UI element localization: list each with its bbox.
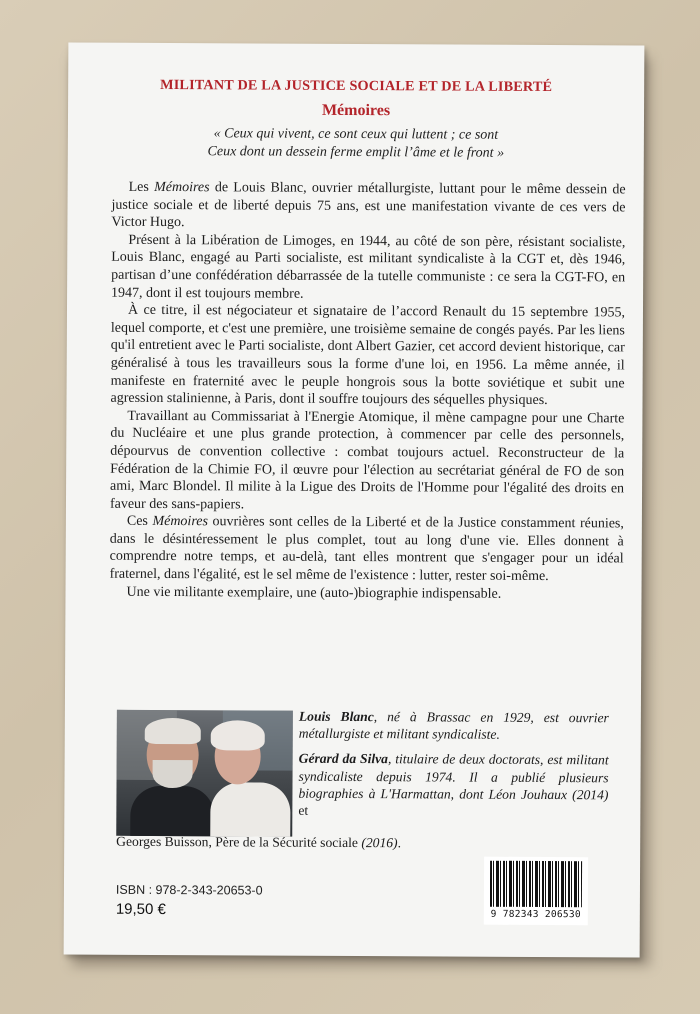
bio2-tail-c: . <box>397 835 402 851</box>
blurb-paragraph-3: À ce titre, il est négociateur et signataire de l’accord Renault du 15 septembre 1955, lequel comporte, et c'est une première, une troisième semaine de congés payés. Par les liens qu'il entretient avec le Parti socialiste, dont Albert Gazier, cet accord devient historique, car généralisé à tous les travailleurs sous la forme d'une loi, en 1956. La même année, il manifeste en fraternité avec le peuple hongrois sous la botte soviétique et subit une agression stalinienne, à Paris, dont il souffre toujours des séquelles physiques. <box>110 302 626 409</box>
blurb-paragraph-6: Une vie militante exemplaire, une (auto-)biographie indispensable. <box>126 584 502 602</box>
bio1-name: Louis Blanc <box>298 708 374 725</box>
author-bios <box>298 708 609 829</box>
bio2-year-2: (2016) <box>361 835 398 851</box>
book-back-cover <box>64 42 645 957</box>
bio-gerard-da-silva <box>298 750 608 820</box>
p5-text-b: ouvrières sont celles de la Liberté et de la Justice constamment réunies, dans le désintéressement le plus complet, tout au long d'une vie. Elles donnent à comprendre notre temps, et au-delà, tant elles montrent que s'engager pour un idéal fraternel, dans l'égalité, est le sel même de l'existence : lutter, rester soi-même. <box>109 514 624 585</box>
woman-figure-body <box>210 782 290 836</box>
authors-photo <box>116 710 293 837</box>
book-title: MILITANT DE LA JUSTICE SOCIALE ET DE LA LIBERTÉ <box>160 76 553 96</box>
bio2-tail-b: Georges Buisson, Père de la Sécurité sociale <box>116 833 362 851</box>
blurb-paragraph-4: Travaillant au Commissariat à l'Energie Atomique, il mène campagne pour une Charte du Nucléaire et une plus grande protection, à commencer par celle des personnels, dépourvus de convention collective : combat toujours actuel. Reconstructeur de la Fédération de la Chimie FO, il œuvre pour l'élection au secrétariat général de FO de son ami, Marc Blondel. Il milite à la Ligue des Droits de l'Homme pour l'égalité des droits en faveur des sans-papiers. <box>109 408 625 513</box>
bio-louis-blanc <box>299 708 609 744</box>
bio2-name: Gérard da Silva <box>298 751 389 767</box>
man-figure-body <box>130 786 214 837</box>
bio2-year-1: (2014) <box>572 786 609 803</box>
quote-line-2: Ceux dont un dessein ferme emplit l’âme et le front » <box>207 144 505 161</box>
bio2-tail-a: et <box>298 802 309 818</box>
p5-emphasis: Mémoires <box>152 514 208 530</box>
blurb-paragraph-1 <box>111 179 625 234</box>
isbn-label: ISBN : 978-2-343-20653-0 <box>115 882 263 898</box>
bio1-text: , né à Brassac en 1929, est ouvrier métallurgiste et militant syndicaliste. <box>298 709 609 742</box>
p5-text-a: Ces <box>126 514 153 530</box>
blurb-paragraph-2: Présent à la Libération de Limoges, en 1944, au côté de son père, résistant socialiste, Louis Blanc, engagé au Parti socialiste, est militant syndicaliste à la CGT et, dès 1946, partisan d’une confédération débarrassée de la tutelle communiste : ce sera la CGT-FO, en 1947, dont il est toujours membre. <box>111 232 626 302</box>
man-figure-hair <box>145 718 201 744</box>
quote-line-1: « Ceux qui vivent, ce sont ceux qui luttent ; ce sont <box>213 126 499 143</box>
epigraph-quote <box>68 124 644 163</box>
barcode-number: 9 782343 206530 <box>490 908 582 921</box>
blurb-text <box>109 179 625 604</box>
bio2-continuation <box>116 833 608 853</box>
book-subtitle: Mémoires <box>321 101 391 120</box>
price-label: 19,50 € <box>115 900 166 919</box>
woman-figure-hair <box>211 720 265 750</box>
p1-text-a: Les <box>128 179 155 195</box>
barcode <box>484 857 588 926</box>
blurb-paragraph-5 <box>110 513 624 586</box>
p1-text-b: de Louis Blanc, ouvrier métallurgiste, luttant pour le même dessein de justice sociale et de liberté depuis 75 ans, est une manifestation vivante de ces vers de Victor Hugo. <box>111 180 626 231</box>
man-figure-beard <box>152 760 192 788</box>
bio2-text: , titulaire de deux doctorats, est militant syndicaliste depuis 1974. Il a publié plusieurs biographies à L'Harmattan, dont Léon Jouhaux <box>298 751 609 802</box>
barcode-bars-icon <box>490 861 582 907</box>
p1-emphasis: Mémoires <box>154 179 210 196</box>
